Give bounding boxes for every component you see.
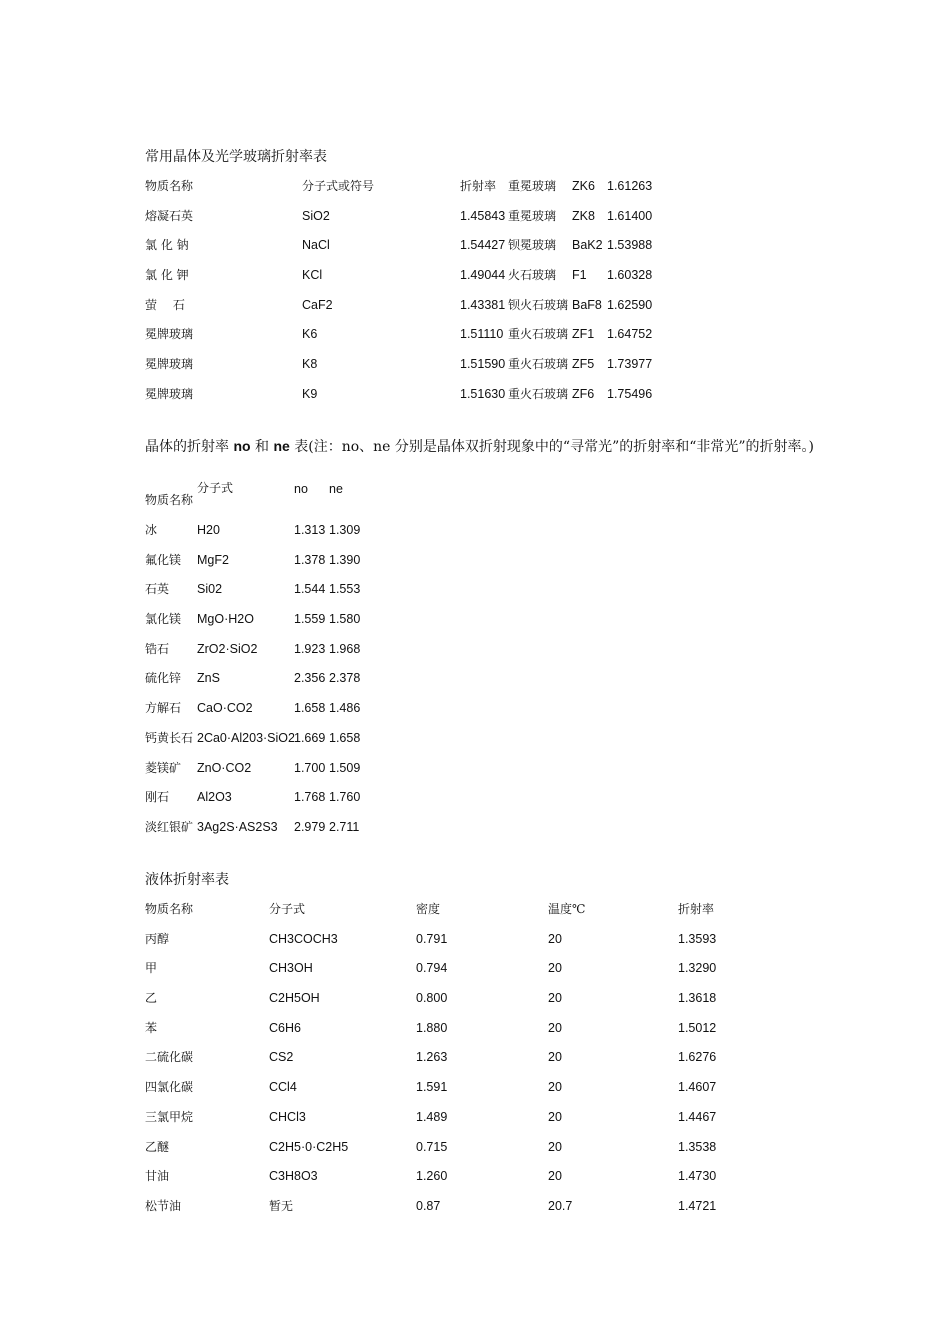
- cell-name: 冕牌玻璃: [145, 327, 194, 342]
- cell-ne: 1.390: [329, 552, 361, 567]
- cell-formula: KCl: [302, 268, 323, 283]
- cell-index: 1.5012: [678, 1020, 717, 1035]
- cell-glass: 重火石玻璃: [508, 386, 569, 401]
- cell-index: 1.3290: [678, 961, 717, 976]
- cell-index: 1.51110: [460, 327, 504, 342]
- table2-title-no: no: [233, 438, 251, 454]
- cell-ne: 2.711: [329, 819, 360, 834]
- table3-header-temp: 温度℃: [548, 902, 586, 916]
- cell-value: 1.64752: [607, 327, 653, 342]
- cell-formula: H20: [197, 523, 220, 537]
- table2-title-part: 晶体的折射率: [145, 439, 234, 455]
- cell-name: 氯 化 钠: [145, 238, 189, 253]
- cell-index: 1.3618: [678, 991, 717, 1006]
- cell-formula: SiO2: [302, 208, 330, 223]
- cell-formula: CaO·CO2: [197, 701, 253, 716]
- table2-header-row: [145, 480, 445, 510]
- cell-index: 1.4467: [678, 1109, 717, 1124]
- table2-title: [145, 436, 814, 456]
- cell-no: 1.923: [294, 641, 326, 656]
- cell-name: 冕牌玻璃: [145, 386, 194, 401]
- cell-code: ZK8: [572, 208, 595, 223]
- table2-header-ne: ne: [329, 482, 343, 496]
- cell-formula: CCl4: [269, 1080, 297, 1095]
- cell-name: 萤 石: [145, 297, 185, 312]
- cell-temp: 20: [548, 1050, 562, 1065]
- cell-density: 1.591: [416, 1080, 448, 1095]
- cell-temp: 20: [548, 1139, 562, 1154]
- cell-index: 1.54427: [460, 238, 506, 253]
- cell-index: 1.3538: [678, 1139, 717, 1154]
- cell-code: ZF6: [572, 386, 595, 401]
- cell-value: 1.73977: [607, 357, 653, 372]
- cell-formula: ZrO2·SiO2: [197, 641, 258, 656]
- cell-ne: 1.760: [329, 790, 361, 805]
- cell-name: 甘油: [145, 1169, 170, 1184]
- table2-header-name: 物质名称: [145, 493, 194, 507]
- cell-formula: 暂无: [269, 1198, 294, 1213]
- cell-name: 冰: [145, 523, 158, 537]
- cell-formula: MgO·H2O: [197, 612, 254, 627]
- table3-header-density: 密度: [416, 902, 441, 916]
- cell-formula: CH3OH: [269, 961, 313, 976]
- cell-no: 1.544: [294, 582, 326, 597]
- cell-temp: 20: [548, 1080, 562, 1095]
- cell-ne: 1.486: [329, 701, 361, 716]
- cell-temp: 20: [548, 931, 562, 946]
- cell-formula: ZnS: [197, 671, 220, 686]
- cell-temp: 20: [548, 991, 562, 1006]
- cell-density: 1.260: [416, 1169, 448, 1184]
- cell-code: ZF5: [572, 357, 595, 372]
- cell-density: 1.263: [416, 1050, 448, 1065]
- cell-ne: 1.553: [329, 582, 361, 597]
- cell-code: F1: [572, 268, 587, 283]
- cell-density: 1.880: [416, 1020, 448, 1035]
- cell-index: 1.45843: [460, 208, 506, 223]
- cell-name: 二硫化碳: [145, 1050, 194, 1065]
- cell-density: 0.794: [416, 961, 448, 976]
- cell-formula: C2H5·0·C2H5: [269, 1139, 349, 1154]
- cell-index: 1.6276: [678, 1050, 717, 1065]
- cell-name: 氯 化 钾: [145, 268, 189, 283]
- cell-formula: MgF2: [197, 552, 229, 567]
- cell-ne: 1.658: [329, 730, 361, 745]
- cell-value: 1.53988: [607, 238, 653, 253]
- cell-index: 1.4721: [678, 1198, 717, 1213]
- cell-formula: 2Ca0·Al203·SiO2: [197, 730, 295, 745]
- cell-name: 熔凝石英: [145, 208, 194, 223]
- cell-name: 菱镁矿: [145, 760, 182, 775]
- cell-temp: 20: [548, 961, 562, 976]
- cell-value: 1.61400: [607, 208, 653, 223]
- table3-header-formula: 分子式: [269, 902, 306, 916]
- cell-name: 苯: [145, 1020, 158, 1035]
- cell-code: ZF1: [572, 327, 595, 342]
- table2-header-no: no: [294, 482, 308, 496]
- cell-value: 1.62590: [607, 297, 653, 312]
- cell-glass: 钡火石玻璃: [508, 297, 569, 312]
- cell-no: 1.313: [294, 523, 326, 537]
- cell-index: 1.43381: [460, 297, 506, 312]
- cell-formula: K8: [302, 357, 318, 372]
- table3-title: 液体折射率表: [145, 872, 229, 888]
- cell-formula: CaF2: [302, 297, 333, 312]
- cell-formula: C2H5OH: [269, 991, 320, 1006]
- cell-glass: 重冕玻璃: [508, 208, 557, 223]
- table2-header-formula: 分子式: [197, 481, 234, 495]
- cell-temp: 20.7: [548, 1198, 573, 1213]
- table2-title-part: 和: [250, 439, 274, 455]
- cell-formula: CS2: [269, 1050, 294, 1065]
- cell-name: 丙醇: [145, 931, 170, 946]
- cell-formula: ZnO·CO2: [197, 760, 252, 775]
- cell-density: 0.87: [416, 1198, 441, 1213]
- cell-ne: 1.309: [329, 523, 361, 537]
- cell-name: 乙醚: [145, 1139, 170, 1154]
- table1-header-name: 物质名称: [145, 179, 194, 193]
- cell-name: 乙: [145, 991, 158, 1006]
- table3-header-name: 物质名称: [145, 902, 194, 916]
- cell-name: 石英: [145, 582, 170, 597]
- cell-index: 1.51630: [460, 386, 506, 401]
- cell-density: 1.489: [416, 1109, 448, 1124]
- cell-ne: 1.968: [329, 641, 361, 656]
- cell-name: 硫化锌: [145, 671, 182, 686]
- cell-name: 钙黄长石: [145, 730, 194, 745]
- cell-formula: Al2O3: [197, 790, 232, 805]
- cell-formula: CHCl3: [269, 1109, 306, 1124]
- cell-no: 1.658: [294, 701, 326, 716]
- cell-glass: 钡冕玻璃: [508, 238, 557, 253]
- cell-glass: 火石玻璃: [508, 268, 557, 283]
- cell-glass: 重火石玻璃: [508, 327, 569, 342]
- cell-no: 1.559: [294, 612, 326, 627]
- cell-name: 冕牌玻璃: [145, 357, 194, 372]
- cell-code: BaK2: [572, 238, 603, 253]
- cell-no: 1.669: [294, 730, 326, 745]
- cell-name: 三氯甲烷: [145, 1109, 194, 1124]
- cell-formula: K6: [302, 327, 318, 342]
- cell-temp: 20: [548, 1109, 562, 1124]
- cell-formula: 3Ag2S·AS2S3: [197, 819, 278, 834]
- cell-formula: C6H6: [269, 1020, 301, 1035]
- table2-title-part: 表(注：no、ne 分别是晶体双折射现象中的“寻常光”的折射率和“非常光”的折射率。): [289, 439, 815, 455]
- table3-header-index: 折射率: [678, 902, 715, 916]
- cell-density: 0.800: [416, 991, 448, 1006]
- cell-ne: 1.580: [329, 612, 361, 627]
- cell-no: 1.700: [294, 760, 326, 775]
- cell-name: 淡红银矿: [145, 819, 194, 834]
- cell-temp: 20: [548, 1169, 562, 1184]
- table2-title-ne: ne: [273, 438, 290, 454]
- cell-name: 松节油: [145, 1198, 182, 1213]
- cell-ne: 1.509: [329, 760, 361, 775]
- table1-header-formula: 分子式或符号: [302, 179, 375, 193]
- cell-value: 1.60328: [607, 268, 653, 283]
- cell-formula: NaCl: [302, 238, 330, 253]
- cell-no: 1.768: [294, 790, 326, 805]
- table1-header-code: ZK6: [572, 179, 595, 193]
- cell-glass: 重火石玻璃: [508, 357, 569, 372]
- cell-index: 1.3593: [678, 931, 717, 946]
- cell-index: 1.4607: [678, 1080, 717, 1095]
- table1-header-value: 1.61263: [607, 179, 653, 193]
- table1-header-glass: 重冕玻璃: [508, 179, 557, 193]
- cell-ne: 2.378: [329, 671, 361, 686]
- cell-formula: C3H8O3: [269, 1169, 318, 1184]
- cell-density: 0.791: [416, 931, 448, 946]
- cell-value: 1.75496: [607, 386, 653, 401]
- cell-code: BaF8: [572, 297, 602, 312]
- cell-name: 四氯化碳: [145, 1080, 194, 1095]
- cell-formula: K9: [302, 386, 318, 401]
- cell-formula: CH3COCH3: [269, 931, 338, 946]
- cell-no: 2.979: [294, 819, 326, 834]
- cell-no: 2.356: [294, 671, 326, 686]
- table1-header-index: 折射率: [460, 179, 497, 193]
- cell-density: 0.715: [416, 1139, 448, 1154]
- table1-title: 常用晶体及光学玻璃折射率表: [145, 149, 327, 165]
- cell-temp: 20: [548, 1020, 562, 1035]
- cell-name: 氟化镁: [145, 552, 182, 567]
- cell-name: 刚石: [145, 790, 170, 805]
- cell-index: 1.51590: [460, 357, 506, 372]
- cell-name: 锆石: [145, 641, 170, 656]
- cell-name: 甲: [145, 961, 158, 976]
- cell-name: 氯化镁: [145, 612, 182, 627]
- cell-index: 1.49044: [460, 268, 506, 283]
- cell-no: 1.378: [294, 552, 326, 567]
- cell-name: 方解石: [145, 701, 182, 716]
- cell-formula: Si02: [197, 582, 223, 597]
- cell-index: 1.4730: [678, 1169, 717, 1184]
